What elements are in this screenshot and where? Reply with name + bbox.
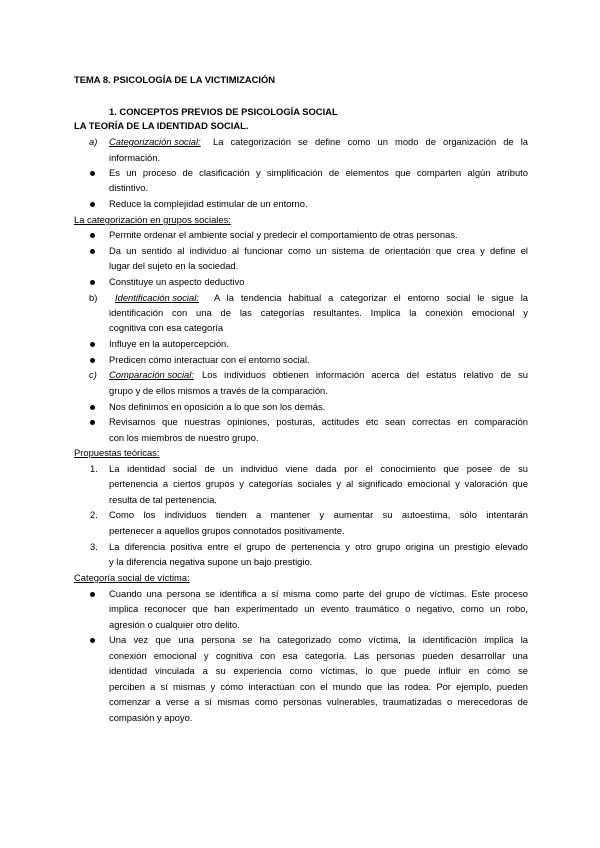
list-item: lugar del sujeto en la sociedad. <box>109 260 239 271</box>
bullet-icon <box>90 233 95 238</box>
paragraph-line: A la tendencia habitual a categorizar el entorno social le sigue la <box>214 292 528 303</box>
bullet-icon <box>90 358 95 363</box>
list-item: Nos definimos en oposición a lo que son los demás. <box>109 401 326 412</box>
list-number: 3. <box>90 541 98 552</box>
term-identificacion: Identificación social: <box>115 292 199 303</box>
paragraph-line: La categorización se define como un modo de organización de la <box>213 136 528 147</box>
list-item: compasión y apoyo. <box>109 712 193 723</box>
list-item: identidad vinculada a su experiencia como víctimas, lo que puede influir en cómo se <box>109 665 528 676</box>
list-marker-a: a) <box>89 136 98 147</box>
bullet-icon <box>90 342 95 347</box>
paragraph-line: identificación con una de las categorías resultantes. Implica la conexión emocional y <box>109 307 528 318</box>
paragraph-line: Los individuos obtienen información acerca del estatus relativo de su <box>202 369 528 380</box>
list-item: Permite ordenar el ambiente social y predecir el comportamiento de otras personas. <box>109 229 458 240</box>
paragraph-line: grupo y de ellos mismos a través de la comparación. <box>109 385 328 396</box>
list-marker-b: b) <box>89 292 98 303</box>
list-item: La diferencia positiva entre el grupo de pertenencia y otro grupo origina un prestigio elevado <box>109 541 528 552</box>
term-comparacion: Comparación social: <box>109 369 194 380</box>
list-item: Cuando una persona se identifica a sí misma como parte del grupo de víctimas. Este proceso <box>109 588 528 599</box>
bullet-icon <box>90 638 95 643</box>
list-item: implica reconocer que han experimentado un evento traumático o negativo, como un robo, <box>109 603 528 614</box>
list-item: pertenecer a aquellos grupos connotados positivamente. <box>109 525 345 536</box>
term-categorizacion: Categorización social: <box>109 136 201 147</box>
victima-heading: Categoría social de víctima: <box>74 572 190 583</box>
list-item: y la diferencia negativa supone un bajo prestigio. <box>109 556 313 567</box>
list-item: pertenencia a ciertos grupos y categorías sociales y al significado emocional y valoración que <box>109 478 528 489</box>
list-item: resulta de tal pertenencia. <box>109 494 217 505</box>
list-item: Predicen cómo interactuar con el entorno social. <box>109 354 310 365</box>
list-item: Influye en la autopercepción. <box>109 338 229 349</box>
list-marker-c: c) <box>89 369 97 380</box>
list-item: Revisamos que nuestras opiniones, posturas, actitudes etc sean correctas en comparación <box>109 416 528 427</box>
bullet-icon <box>90 249 95 254</box>
list-item: Da un sentido al individuo al funcionar como un sistema de orientación que crea y define el <box>109 245 528 256</box>
list-item: comenzar a verse a sí mismas como personas vulnerables, traumatizadas o merecedoras de <box>109 696 528 707</box>
subsection-heading: LA TEORÍA DE LA IDENTIDAD SOCIAL. <box>74 120 249 131</box>
list-item: conexión emocional y cognitiva con esa categoría. Las personas pueden desarrollar una <box>109 650 528 661</box>
list-item: distintivo. <box>109 182 149 193</box>
section-heading: 1. CONCEPTOS PREVIOS DE PSICOLOGÍA SOCIAL <box>109 106 338 117</box>
bullet-icon <box>90 592 95 597</box>
propuestas-heading: Propuestas teóricas: <box>74 447 160 458</box>
paragraph-line: cognitiva con esa categoría <box>109 322 224 333</box>
bullet-icon <box>90 420 95 425</box>
paragraph-line: información. <box>109 152 161 163</box>
list-item: agresión o cualquier otro delito. <box>109 619 240 630</box>
list-item: Es un proceso de clasificación y simplificación de elementos que comparten algún atributo <box>109 167 528 178</box>
list-item: perciben a sí mismas y cómo interactúan con el mundo que las rodea. Por ejemplo, pueden <box>109 681 528 692</box>
document-title: TEMA 8. PSICOLOGÍA DE LA VICTIMIZACIÓN <box>74 74 276 85</box>
list-item: Como los individuos tienden a mantener y aumentar su autoestima, sólo intentarán <box>109 509 528 520</box>
list-item: La identidad social de un individuo viene dada por el conocimiento que posee de su <box>109 463 528 474</box>
bullet-icon <box>90 280 95 285</box>
list-number: 2. <box>90 509 98 520</box>
bullet-icon <box>90 171 95 176</box>
list-number: 1. <box>90 463 98 474</box>
bullet-icon <box>90 405 95 410</box>
grupos-heading: La categorización en grupos sociales: <box>74 214 231 225</box>
list-item: Una vez que una persona se ha categorizado como víctima, la identificación implica la <box>109 634 528 645</box>
bullet-icon <box>90 202 95 207</box>
list-item: Reduce la complejidad estimular de un entorno. <box>109 198 308 209</box>
list-item: con los miembros de nuestro grupo. <box>109 432 259 443</box>
list-item: Constituye un aspecto deductivo <box>109 276 245 287</box>
